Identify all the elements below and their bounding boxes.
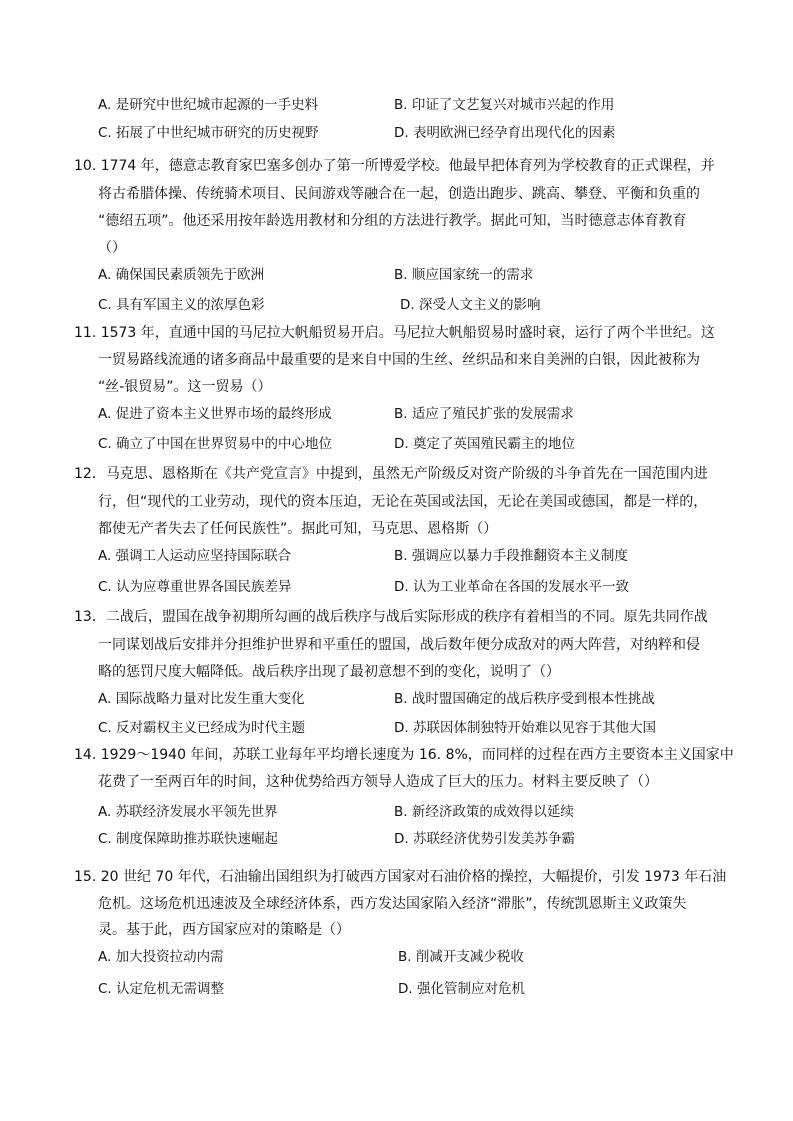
q14-option-c: C. 制度保障助推苏联快速崛起 — [98, 831, 279, 847]
q12-stem-line-2: 行，但“现代的工业劳动，现代的资本压迫，无论在英国或法国，无论在美国或德国，都是一样的， — [98, 494, 708, 510]
q13-stem-line-1: 13．二战后，盟国在战争初期所勾画的战后秩序与战后实际形成的秩序有着相当的不同。原先共同作战 — [74, 609, 708, 625]
q15-option-b: B. 削减开支减少税收 — [398, 949, 524, 965]
q9-option-b: B. 印证了文艺复兴对城市兴起的作用 — [394, 97, 615, 113]
q10-stem-line-1: 10. 1774 年，德意志教育家巴塞多创办了第一所博爱学校。他最早把体育列为学校教育的正式课程，并 — [74, 158, 715, 174]
q11-option-a: A. 促进了资本主义世界市场的最终形成 — [98, 406, 332, 422]
q13-option-c: C. 反对霸权主义已经成为时代主题 — [98, 720, 306, 736]
q14-option-b: B. 新经济政策的成效得以延续 — [394, 804, 574, 820]
q12-stem-line-3: 都使无产者失去了任何民族性”。据此可知，马克思、恩格斯（） — [98, 521, 498, 537]
q11-option-b: B. 适应了殖民扩张的发展需求 — [394, 406, 574, 422]
q9-option-c: C. 拓展了中世纪城市研究的历史视野 — [98, 125, 319, 141]
q13-stem-line-2: 一同谋划战后安排并分担维护世界和平重任的盟国，战后数年便分成敌对的两大阵营，对纳粹和侵 — [98, 637, 700, 653]
q10-stem-line-3: “德绍五项”。他还采用按年龄选用教材和分组的方法进行教学。据此可知，当时德意志体育教育 — [98, 213, 687, 229]
q12-option-a: A. 强调工人运动应坚持国际联合 — [98, 548, 292, 564]
q14-option-d: D. 苏联经济优势引发美苏争霸 — [394, 831, 575, 847]
q10-option-a: A. 确保国民素质领先于欧洲 — [98, 267, 265, 283]
q11-option-d: D. 奠定了英国殖民霸主的地位 — [394, 436, 575, 452]
q15-stem-line-3: 灵。基于此，西方国家应对的策略是（） — [98, 922, 350, 938]
q13-option-a: A. 国际战略力量对比发生重大变化 — [98, 691, 305, 707]
q15-option-c: C. 认定危机无需调整 — [98, 981, 225, 997]
q15-option-d: D. 强化管制应对危机 — [398, 981, 525, 997]
q9-option-d: D. 表明欧洲已经孕育出现代化的因素 — [394, 125, 616, 141]
q13-stem-line-3: 略的惩罚尺度大幅降低。战后秩序出现了最初意想不到的变化，说明了（） — [98, 664, 560, 680]
q10-option-d: D. 深受人文主义的影响 — [400, 297, 541, 313]
q12-stem-line-1: 12．马克思、恩格斯在《共产党宣言》中提到，虽然无产阶级反对资产阶级的斗争首先在一国范围内进 — [74, 466, 708, 482]
q11-stem-line-2: 一贸易路线流通的诸多商品中最重要的是来自中国的生丝、丝织品和来自美洲的白银，因此被称为 — [98, 352, 700, 368]
q10-stem-line-4: （） — [98, 240, 126, 256]
q15-stem-line-1: 15. 20 世纪 70 年代，石油输出国组织为打破西方国家对石油价格的操控，大幅提价，引发 1973 年石油 — [74, 869, 727, 885]
q14-option-a: A. 苏联经济发展水平领先世界 — [98, 804, 278, 820]
q12-option-b: B. 强调应以暴力手段推翻资本主义制度 — [394, 548, 628, 564]
q11-stem-line-1: 11. 1573 年，直通中国的马尼拉大帆船贸易开启。马尼拉大帆船贸易时盛时衰，运行了两个半世纪。这 — [74, 325, 715, 341]
q10-option-c: C. 具有军国主义的浓厚色彩 — [98, 297, 265, 313]
q12-option-c: C. 认为应尊重世界各国民族差异 — [98, 579, 292, 595]
q11-option-c: C. 确立了中国在世界贸易中的中心地位 — [98, 436, 333, 452]
q15-option-a: A. 加大投资拉动内需 — [98, 949, 224, 965]
q10-option-b: B. 顺应国家统一的需求 — [394, 267, 534, 283]
q14-stem-line-2: 花费了一至两百年的时间，这种优势给西方领导人造成了巨大的压力。材料主要反映了（） — [98, 774, 658, 790]
q14-stem-line-1: 14. 1929～1940 年间，苏联工业每年平均增长速度为 16. 8%，而同样的过程在西方主要资本主义国家中 — [74, 747, 734, 763]
q12-option-d: D. 认为工业革命在各国的发展水平一致 — [394, 579, 629, 595]
q11-stem-line-3: “丝-银贸易”。这一贸易（） — [98, 379, 272, 395]
q13-option-d: D. 苏联因体制独特开始难以见容于其他大国 — [394, 720, 656, 736]
q13-option-b: B. 战时盟国确定的战后秩序受到根本性挑战 — [394, 691, 655, 707]
q9-option-a: A. 是研究中世纪城市起源的一手史料 — [98, 97, 319, 113]
q10-stem-line-2: 将古希腊体操、传统骑术项目、民间游戏等融合在一起，创造出跑步、跳高、攀登、平衡和负重的 — [98, 186, 700, 202]
q15-stem-line-2: 危机。这场危机迅速波及全球经济体系，西方发达国家陷入经济“滞胀”，传统凯恩斯主义政策失 — [98, 896, 687, 912]
